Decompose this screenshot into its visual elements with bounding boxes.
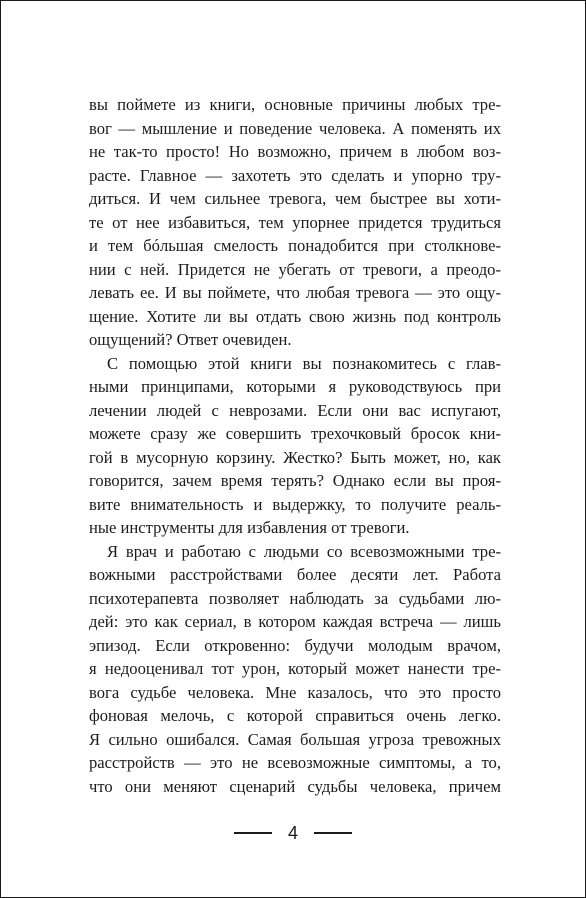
text-line: можете сразу же совершить трехочковый бросок кни- — [89, 424, 501, 443]
text-line: щение. Хотите ли вы отдать свою жизнь под контроль — [89, 306, 501, 326]
text-line: фоновая мелочь, с которой справиться очень легко. — [89, 706, 501, 725]
left-footer-rule — [234, 832, 272, 834]
text-line: нии с ней. Придется не убегать от тревоги, а преодо- — [89, 259, 501, 279]
right-footer-rule — [314, 832, 352, 834]
text-line: расстройств — это не всевозможные симптомы, а то, — [89, 753, 501, 772]
text-line: те от нее избавиться, тем упорнее придется трудиться — [89, 212, 501, 232]
text-line: вог — мышление и поведение человека. А поменять их — [89, 118, 501, 138]
text-line: говорится, зачем время терять? Однако если вы проя- — [89, 471, 501, 490]
text-line: лечении людей с неврозами. Если они вас испугают, — [89, 400, 501, 420]
text-line: Я врач и работаю с людьми со всевозможными тре- — [107, 541, 501, 561]
text-line: С помощью этой книги вы познакомитесь с глав- — [107, 353, 501, 373]
text-line: ощущений? Ответ очевиден. — [89, 330, 292, 349]
page-number: 4 — [287, 822, 298, 843]
text-line: расте. Главное — захотеть это сделать и упорно тру- — [89, 165, 501, 185]
text-line: эпизод. Если откровенно: будучи молодым врачом, — [89, 635, 501, 655]
paragraph — [89, 540, 501, 799]
text-line: что они меняют сценарий судьбы человека, причем — [89, 776, 501, 796]
paragraph — [89, 352, 501, 540]
text-line: и тем бóльшая смелость понадобится при столкнове- — [89, 236, 501, 255]
text-line: дей: это как сериал, в котором каждая встреча — лишь — [89, 612, 501, 631]
text-line: левать ее. И вы поймете, что любая тревога — это ощу- — [89, 283, 501, 302]
text-line: Я сильно ошибался. Самая большая угроза тревожных — [89, 729, 501, 749]
paragraph — [89, 93, 501, 352]
body-text — [89, 93, 501, 798]
text-line: психотерапевта позволяет наблюдать за судьбами лю- — [89, 588, 501, 608]
text-line: не так-то просто! Но возможно, причем в любом воз- — [89, 142, 501, 161]
text-line: я недооценивал тот урон, который может нанести тре- — [89, 659, 501, 678]
text-line: диться. И чем сильнее тревога, чем быстрее вы хоти- — [89, 189, 501, 208]
text-line: гой в мусорную корзину. Жестко? Быть может, но, как — [89, 447, 501, 467]
text-line: ными принципами, которыми я руководствуюсь при — [89, 377, 501, 396]
text-line: вожными расстройствами более десяти лет. Работа — [89, 565, 501, 584]
text-line: вога судьбе человека. Мне казалось, что это просто — [89, 682, 501, 702]
text-line: вы поймете из книги, основные причины любых тре- — [89, 95, 501, 114]
text-line: вите внимательность и выдержку, то получите реаль- — [89, 494, 501, 514]
page-footer — [1, 819, 585, 847]
text-line: ные инструменты для избавления от тревоги. — [89, 518, 410, 537]
